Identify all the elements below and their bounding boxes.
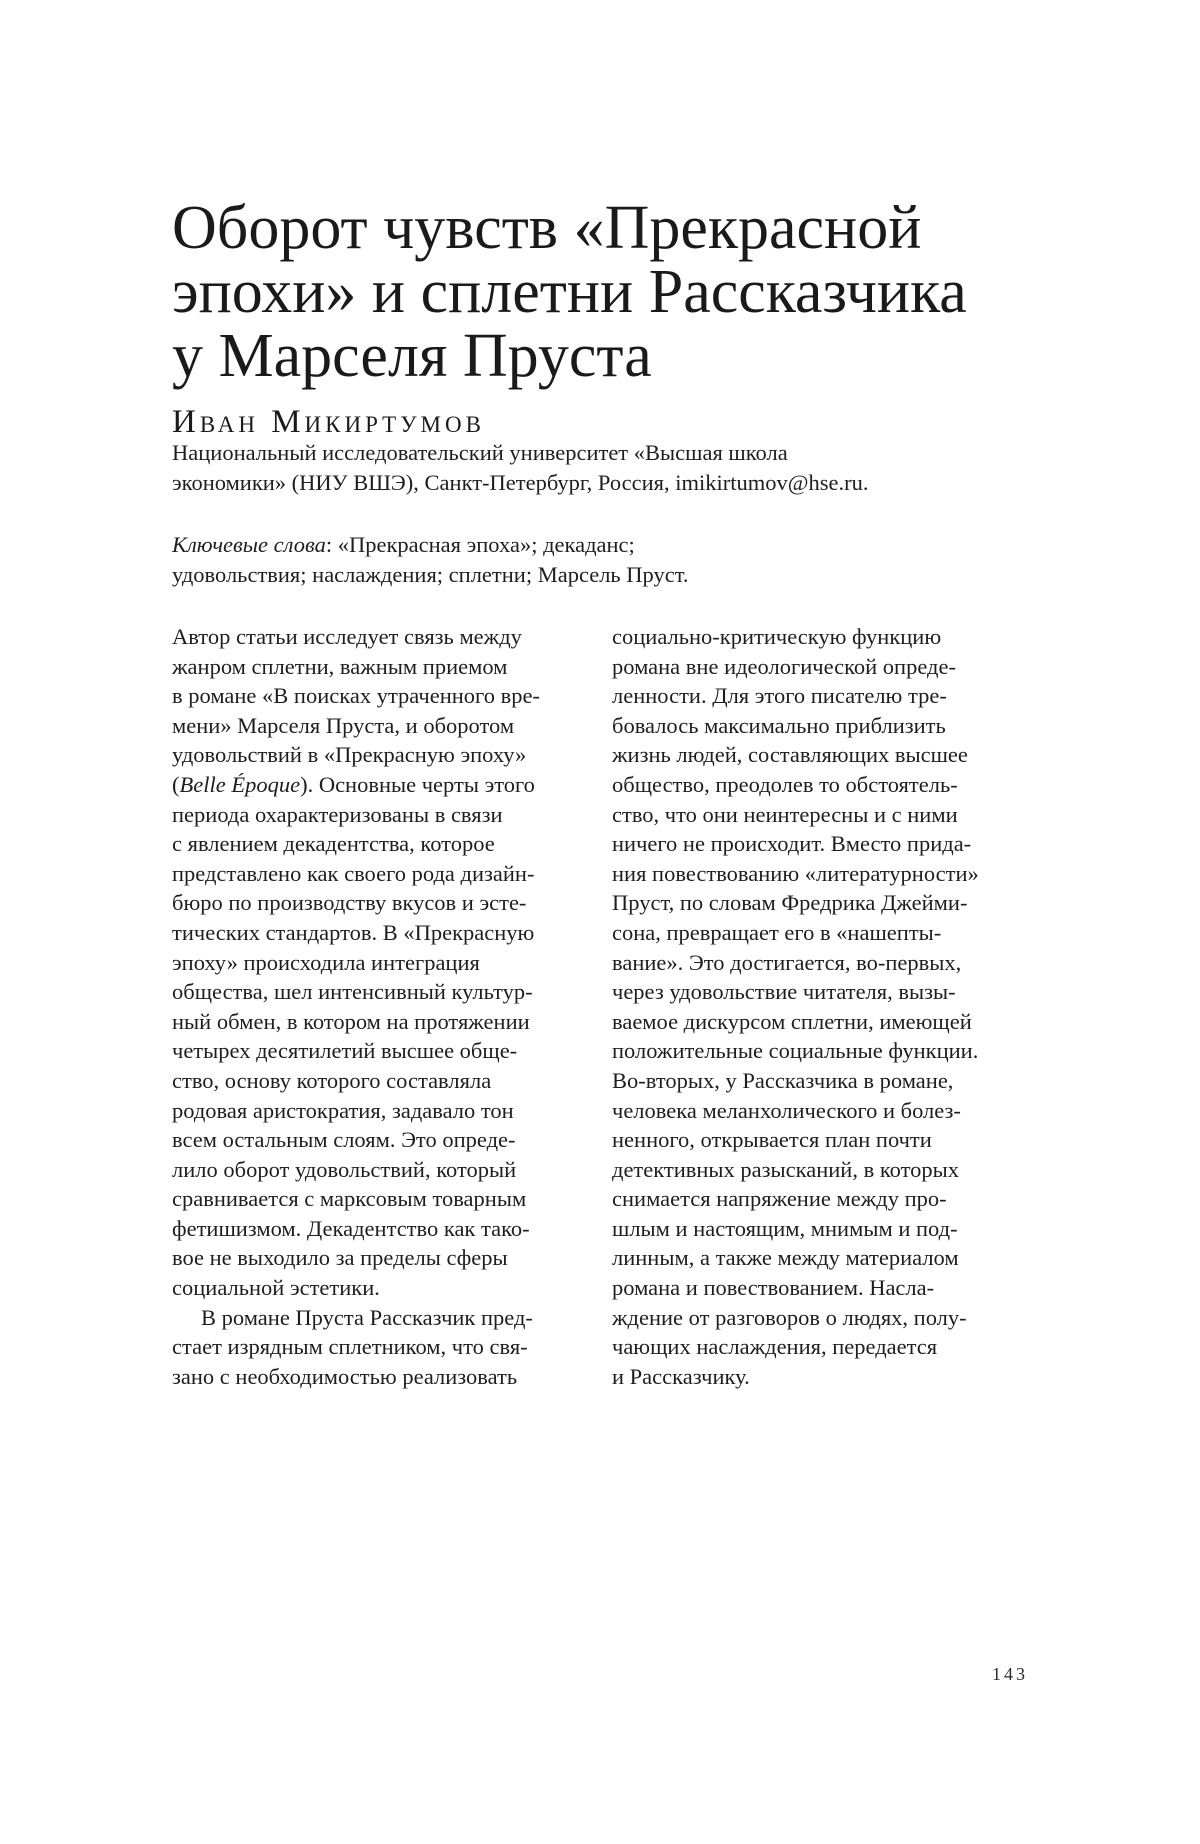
- abstract-line: и Рассказчику.: [612, 1363, 750, 1389]
- abstract-line: через удовольствие читателя, вызы-: [612, 979, 956, 1005]
- abstract-line: снимается напряжение между про-: [612, 1186, 947, 1212]
- abstract-line: четырех десятилетий высшее обще-: [172, 1038, 518, 1064]
- abstract-line-rest: ). Основные черты этого: [300, 771, 535, 797]
- abstract-line: эпоху» происходила интеграция: [172, 949, 480, 975]
- abstract-line: удовольствий в «Прекрасную эпоху»: [172, 742, 527, 768]
- abstract-line: бюро по производству вкусов и эсте-: [172, 890, 527, 916]
- abstract-line: фетишизмом. Декадентство как тако-: [172, 1215, 530, 1241]
- keywords-text: : «Прекрасная эпоха»; декаданс;: [325, 532, 635, 557]
- abstract-line: с явлением декадентства, которое: [172, 831, 495, 857]
- abstract-line: ство, основу которого составляла: [172, 1067, 492, 1093]
- keywords-line: удовольствия; наслаждения; сплетни; Марсель Пруст.: [172, 562, 689, 587]
- abstract-line: положительные социальные функции.: [612, 1038, 979, 1064]
- abstract-line: сона, превращает его в «нашепты-: [612, 919, 942, 945]
- abstract-line: мени» Марселя Пруста, и оборотом: [172, 712, 515, 738]
- abstract-line: шлым и настоящим, мнимым и под-: [612, 1215, 958, 1241]
- title-line: эпохи» и сплетни Рассказчика: [172, 258, 967, 326]
- abstract-line: в романе «В поисках утраченного вре-: [172, 683, 540, 709]
- paren-open: (: [172, 771, 180, 797]
- abstract-line: ленности. Для этого писателю тре-: [612, 683, 947, 709]
- abstract-line: ждение от разговоров о людях, полу-: [612, 1304, 967, 1330]
- affiliation-line: экономики» (НИУ ВШЭ), Санкт-Петербург, Россия, imikirtumov@hse.ru.: [172, 470, 869, 495]
- abstract-line: детективных разысканий, в которых: [612, 1156, 959, 1182]
- abstract-line: жанром сплетни, важным приемом: [172, 653, 508, 679]
- author-name: Иван Микиртумов: [172, 404, 485, 440]
- abstract-line: линным, а также между материалом: [612, 1245, 959, 1271]
- abstract-line: романа и повествованием. Насла-: [612, 1275, 935, 1301]
- abstract-line: родовая аристократия, задавало тон: [172, 1097, 514, 1123]
- abstract-line: социальной эстетики.: [172, 1275, 380, 1301]
- affiliation-line: Национальный исследовательский университет «Высшая школа: [172, 440, 788, 465]
- abstract-line: ненного, открывается план почти: [612, 1127, 932, 1153]
- article-title: [172, 196, 1072, 388]
- abstract-line: ство, что они неинтересны и с ними: [612, 801, 958, 827]
- title-line: Оборот чувств «Прекрасной: [172, 194, 922, 262]
- abstract-line: человека меланхолического и болез-: [612, 1097, 961, 1123]
- title-line: у Марселя Пруста: [172, 322, 652, 390]
- keywords-line: [172, 530, 1072, 560]
- abstract-line: лило оборот удовольствий, который: [172, 1156, 517, 1182]
- abstract-line: чающих наслаждения, передается: [612, 1334, 938, 1360]
- belle-epoque-term: Belle Époque: [179, 771, 301, 797]
- abstract-line: общества, шел интенсивный культур-: [172, 979, 533, 1005]
- abstract-line: сравнивается с марксовым товарным: [172, 1186, 527, 1212]
- abstract-line: [172, 770, 592, 800]
- abstract-line: В романе Пруста Рассказчик пред-: [201, 1304, 533, 1330]
- keywords-label: Ключевые слова: [172, 532, 326, 557]
- abstract-left-column: [172, 622, 592, 1391]
- abstract-line: представлено как своего рода дизайн-: [172, 860, 535, 886]
- abstract-line: ваемое дискурсом сплетни, имеющей: [612, 1008, 972, 1034]
- abstract-line: социально-критическую функцию: [612, 624, 942, 649]
- abstract-line: общество, преодолев то обстоятель-: [612, 771, 958, 797]
- abstract-line: жизнь людей, составляющих высшее: [612, 742, 968, 768]
- abstract-line: стает изрядным сплетником, что свя-: [172, 1334, 528, 1360]
- abstract-line: ния повествованию «литературности»: [612, 860, 979, 886]
- abstract-line: ный обмен, в котором на протяжении: [172, 1008, 530, 1034]
- abstract-line: Пруст, по словам Фредрика Джейми-: [612, 890, 968, 916]
- page-number: 143: [992, 1664, 1028, 1684]
- keywords-block: [172, 530, 1072, 590]
- abstract-line: тических стандартов. В «Прекрасную: [172, 919, 535, 945]
- abstract-line: ничего не происходит. Вместо прида-: [612, 831, 972, 857]
- abstract-line: вание». Это достигается, во-первых,: [612, 949, 962, 975]
- abstract-line: бовалось максимально приблизить: [612, 712, 946, 738]
- abstract-line: зано с необходимостью реализовать: [172, 1363, 518, 1389]
- author-affiliation: [172, 438, 1072, 498]
- abstract-line: Автор статьи исследует связь между: [172, 624, 522, 649]
- abstract-line: всем остальным слоям. Это опреде-: [172, 1127, 516, 1153]
- abstract-right-column: [612, 622, 1032, 1391]
- abstract-line: вое не выходило за пределы сферы: [172, 1245, 508, 1271]
- abstract-line: романа вне идеологической опреде-: [612, 653, 956, 679]
- abstract-line: периода охарактеризованы в связи: [172, 801, 503, 827]
- abstract-line: Во-вторых, у Рассказчика в романе,: [612, 1067, 954, 1093]
